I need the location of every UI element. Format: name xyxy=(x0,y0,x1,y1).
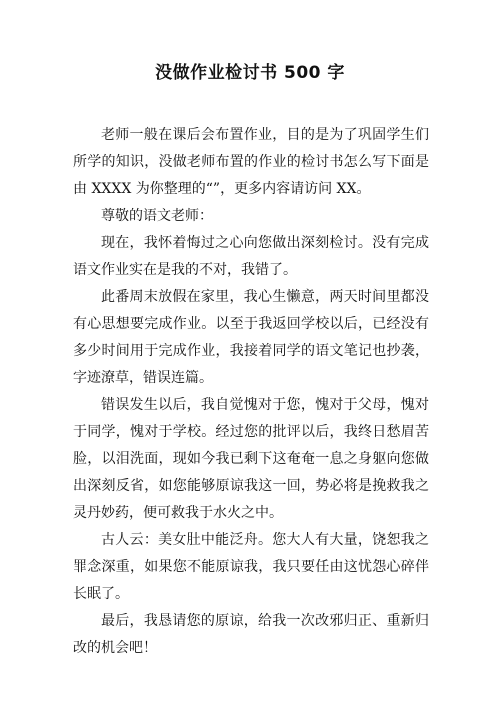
paragraph-intro: 老师一般在课后会布置作业，目的是为了巩固学生们所学的知识，没做老师布置的作业的检讨书怎么写下面是由 XXXX 为你整理的“”，更多内容请访问 XX。 xyxy=(73,127,429,197)
document-body xyxy=(73,122,429,662)
paragraph-apology: 现在，我怀着悔过之心向您做出深刻检讨。没有完成语文作业实在是我的不对，我错了。 xyxy=(73,235,429,278)
paragraph-salutation: 尊敬的语文老师： xyxy=(101,208,213,224)
paragraph-closing: 最后，我恳请您的原谅，给我一次改邪归正、重新归改的机会吧！ xyxy=(73,613,429,656)
document-title: 没做作业检讨书 500 字 xyxy=(155,63,345,83)
paragraph-reason: 此番周末放假在家里，我心生懒意，两天时间里都没有心思想要完成作业。以至于我返回学校以后，已经没有多少时间用于完成作业，我接着同学的语文笔记也抄袭，字迹潦草，错误连篇。 xyxy=(73,289,429,386)
paragraph-reflection: 错误发生以后，我自觉愧对于您，愧对于父母，愧对于同学，愧对于学校。经过您的批评以后，我终日愁眉苦脸，以泪洗面，现如今我已剩下这奄奄一息之身躯向您做出深刻反省，如您能够原谅我这一回，势必将是挽救我之灵丹妙药，便可救我于水火之中。 xyxy=(73,397,429,521)
paragraph-quote: 古人云：美女肚中能泛舟。您大人有大量，饶恕我之罪念深重，如果您不能原谅我，我只要任由这忧怨心碎伴长眠了。 xyxy=(73,532,429,602)
